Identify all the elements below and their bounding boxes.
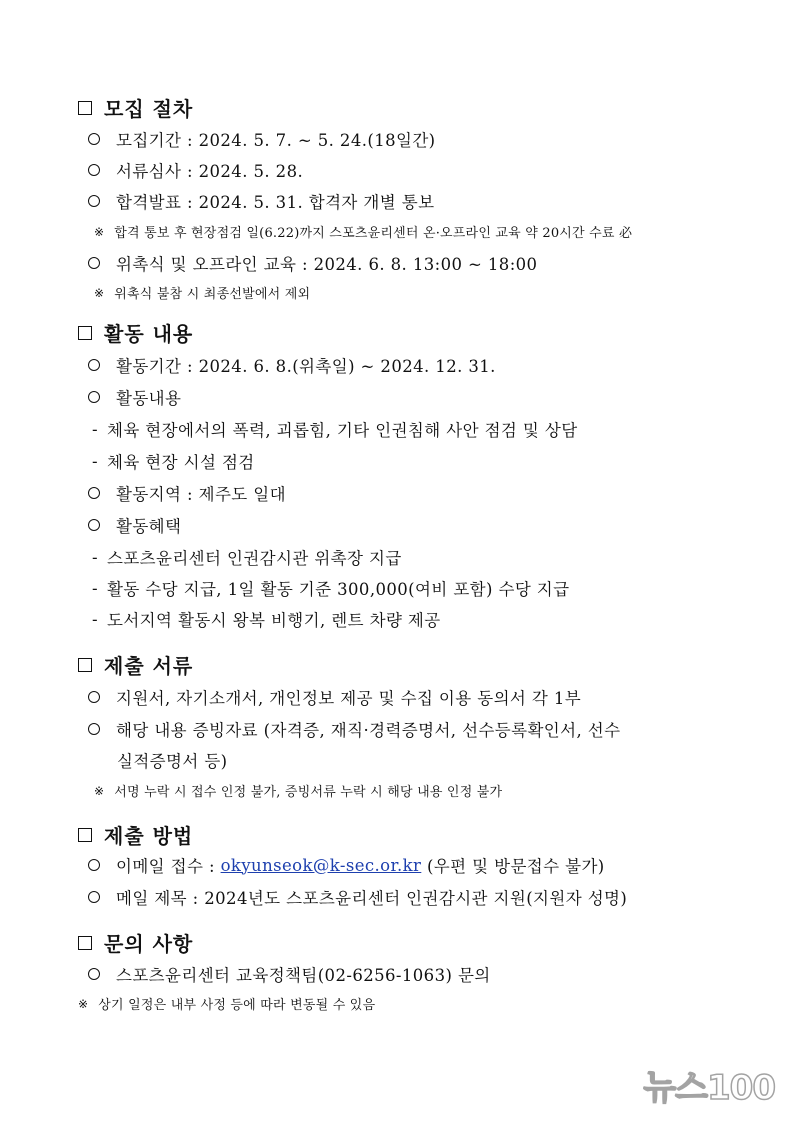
circle-bullet-icon	[88, 519, 100, 531]
method-subject: 메일 제목 : 2024년도 스포츠윤리센터 인권감시관 지원(지원자 성명)	[88, 885, 627, 909]
circle-bullet-icon	[88, 133, 100, 145]
recruit-note-absence: ※ 위촉식 불참 시 최종선발에서 제외	[94, 285, 311, 302]
circle-bullet-icon	[88, 359, 100, 371]
inquiry-contact: 스포츠윤리센터 교육정책팀(02-6256-1063) 문의	[88, 962, 491, 986]
section-title-activity: 활동 내용	[78, 318, 193, 347]
activity-content-item: - 체육 현장에서의 폭력, 괴롭힘, 기타 인권침해 사안 점검 및 상담	[92, 419, 578, 440]
recruit-period: 모집기간 : 2024. 5. 7. ~ 5. 24.(18일간)	[88, 127, 436, 151]
circle-bullet-icon	[88, 487, 100, 499]
checkbox-square-icon	[78, 326, 92, 340]
activity-content-label: 활동내용	[88, 385, 181, 409]
circle-bullet-icon	[88, 257, 100, 269]
documents-item-evidence-cont: 실적증명서 등)	[117, 752, 228, 771]
activity-benefit-label: 활동혜택	[88, 513, 181, 537]
circle-bullet-icon	[88, 723, 100, 735]
recruit-note-training: ※ 합격 통보 후 현장점검 일(6.22)까지 스포츠윤리센터 온·오프라인 교육 약 20시간 수료 必	[94, 224, 633, 241]
circle-bullet-icon	[88, 391, 100, 403]
activity-benefit-item: - 스포츠윤리센터 인권감시관 위촉장 지급	[92, 547, 402, 568]
checkbox-square-icon	[78, 828, 92, 842]
circle-bullet-icon	[88, 195, 100, 207]
section-title-documents: 제출 서류	[78, 650, 193, 679]
recruit-ceremony: 위촉식 및 오프라인 교육 : 2024. 6. 8. 13:00 ~ 18:00	[88, 251, 537, 275]
watermark-logo: 뉴스100	[643, 1068, 775, 1108]
section-title-inquiry: 문의 사항	[78, 928, 193, 957]
circle-bullet-icon	[88, 968, 100, 980]
section-title-method: 제출 방법	[78, 820, 193, 849]
activity-content-item: - 체육 현장 시설 점검	[92, 451, 255, 472]
email-link[interactable]: okyunseok@k-sec.or.kr	[220, 855, 422, 875]
method-email: 이메일 접수 : okyunseok@k-sec.or.kr (우편 및 방문접수 불가)	[88, 853, 605, 877]
checkbox-square-icon	[78, 936, 92, 950]
circle-bullet-icon	[88, 164, 100, 176]
checkbox-square-icon	[78, 101, 92, 115]
circle-bullet-icon	[88, 859, 100, 871]
activity-period: 활동기간 : 2024. 6. 8.(위촉일) ~ 2024. 12. 31.	[88, 353, 496, 377]
activity-benefit-item: - 도서지역 활동시 왕복 비행기, 렌트 차량 제공	[92, 609, 441, 630]
activity-benefit-item: - 활동 수당 지급, 1일 활동 기준 300,000(여비 포함) 수당 지급	[92, 578, 570, 599]
circle-bullet-icon	[88, 891, 100, 903]
section-title-recruit: 모집 절차	[78, 93, 193, 122]
checkbox-square-icon	[78, 658, 92, 672]
recruit-announce: 합격발표 : 2024. 5. 31. 합격자 개별 통보	[88, 189, 434, 213]
circle-bullet-icon	[88, 691, 100, 703]
documents-item-evidence: 해당 내용 증빙자료 (자격증, 재직·경력증명서, 선수등록확인서, 선수	[88, 717, 620, 741]
documents-note: ※ 서명 누락 시 접수 인정 불가, 증빙서류 누락 시 해당 내용 인정 불가	[94, 783, 503, 800]
documents-item-forms: 지원서, 자기소개서, 개인정보 제공 및 수집 이용 동의서 각 1부	[88, 685, 581, 709]
recruit-review: 서류심사 : 2024. 5. 28.	[88, 158, 303, 182]
inquiry-note: ※ 상기 일정은 내부 사정 등에 따라 변동될 수 있음	[78, 996, 376, 1013]
activity-region: 활동지역 : 제주도 일대	[88, 481, 286, 505]
